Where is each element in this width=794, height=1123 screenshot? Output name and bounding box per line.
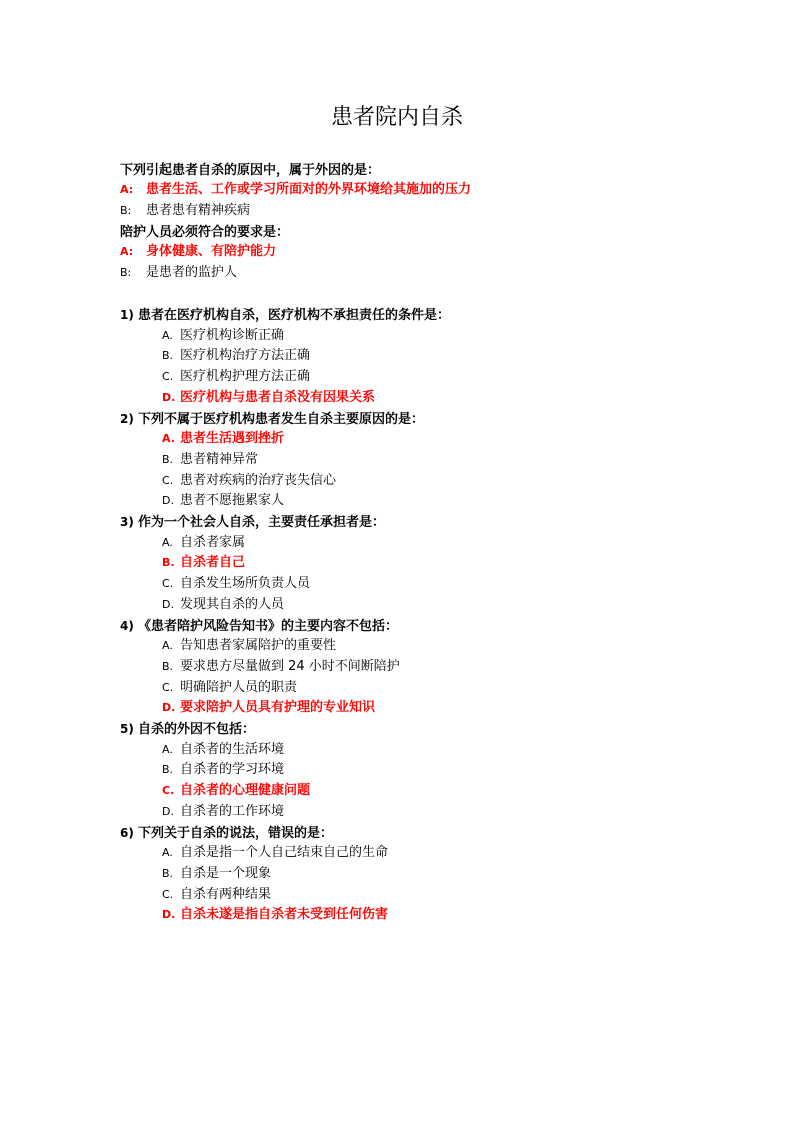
option-text: 要求陪护人员具有护理的专业知识	[180, 700, 376, 715]
option-letter: B.	[162, 349, 174, 362]
answer-option	[162, 451, 258, 469]
option-text: 自杀者的学习环境	[180, 762, 285, 777]
option-text: 自杀是一个现象	[180, 866, 272, 881]
answer-option	[162, 492, 284, 510]
option-letter: B.	[162, 453, 174, 466]
question-row	[120, 306, 450, 325]
question-text: 《患者陪护风险告知书》的主要内容不包括：	[138, 619, 399, 634]
question-row	[120, 720, 255, 739]
option-text: 患者患有精神疾病	[146, 203, 251, 218]
option-text: 自杀有两种结果	[180, 887, 272, 902]
intro-question-text: 下列引起患者自杀的原因中，属于外因的是：	[120, 163, 381, 178]
answer-option	[162, 679, 297, 697]
answer-option	[162, 844, 388, 862]
answer-option	[162, 327, 284, 345]
option-letter: D.	[162, 598, 174, 611]
option-letter: A:	[120, 245, 134, 258]
option-letter: A.	[162, 846, 173, 859]
option-letter: B:	[120, 204, 132, 217]
answer-option	[162, 658, 400, 676]
option-text: 患者不愿拖累家人	[180, 493, 285, 508]
answer-option	[162, 865, 271, 883]
intro-option	[120, 243, 276, 261]
answer-option	[162, 534, 245, 552]
option-letter: A.	[162, 329, 173, 342]
option-text: 患者生活遇到挫折	[180, 431, 285, 446]
answer-option	[162, 803, 284, 821]
option-letter: B.	[162, 763, 174, 776]
option-letter: A.	[162, 432, 175, 445]
answer-option	[162, 782, 310, 800]
option-letter: D.	[162, 908, 176, 921]
option-letter: D.	[162, 701, 176, 714]
option-letter: D.	[162, 805, 174, 818]
option-letter: C.	[162, 784, 175, 797]
answer-option	[162, 347, 310, 365]
question-number: 4)	[120, 619, 134, 633]
option-text: 是患者的监护人	[146, 265, 238, 280]
question-row	[120, 513, 385, 532]
option-text: 自杀者的工作环境	[180, 804, 285, 819]
intro-option	[120, 202, 250, 220]
option-text: 患者对疾病的治疗丧失信心	[180, 473, 337, 488]
option-text: 自杀是指一个人自己结束自己的生命	[180, 845, 389, 860]
option-text: 自杀发生场所负责人员	[180, 576, 311, 591]
answer-option	[162, 699, 375, 717]
intro-option	[120, 264, 237, 282]
answer-option	[162, 472, 336, 490]
answer-option	[162, 886, 271, 904]
question-number: 1)	[120, 308, 134, 322]
answer-option	[162, 575, 310, 593]
answer-option	[162, 430, 284, 448]
answer-option	[162, 637, 336, 655]
question-number: 5)	[120, 722, 134, 736]
answer-option	[162, 389, 375, 407]
answer-option	[162, 906, 388, 924]
option-letter: A.	[162, 743, 173, 756]
option-text: 医疗机构诊断正确	[180, 328, 285, 343]
question-text: 作为一个社会人自杀，主要责任承担者是：	[138, 515, 386, 530]
option-letter: C.	[162, 681, 174, 694]
intro-question	[120, 162, 380, 180]
option-text: 要求患方尽量做到 24 小时不间断陪护	[180, 659, 400, 674]
option-text: 身体健康、有陪护能力	[146, 244, 277, 259]
question-row	[120, 410, 424, 429]
option-text: 告知患者家属陪护的重要性	[180, 638, 337, 653]
intro-option	[120, 181, 471, 199]
answer-option	[162, 554, 245, 572]
option-letter: A.	[162, 536, 173, 549]
intro-question	[120, 224, 289, 242]
option-text: 医疗机构护理方法正确	[180, 369, 311, 384]
question-row	[120, 617, 398, 636]
question-text: 自杀的外因不包括：	[138, 722, 256, 737]
option-text: 医疗机构与患者自杀没有因果关系	[180, 390, 376, 405]
option-text: 自杀未遂是指自杀者未受到任何伤害	[180, 907, 389, 922]
option-letter: B.	[162, 660, 174, 673]
option-letter: A.	[162, 639, 173, 652]
option-letter: D.	[162, 391, 176, 404]
option-text: 医疗机构治疗方法正确	[180, 348, 311, 363]
answer-option	[162, 761, 284, 779]
option-letter: C.	[162, 888, 174, 901]
question-number: 3)	[120, 515, 134, 529]
option-letter: C.	[162, 577, 174, 590]
answer-option	[162, 741, 284, 759]
option-letter: C.	[162, 370, 174, 383]
option-text: 自杀者自己	[180, 555, 246, 570]
intro-question-text: 陪护人员必须符合的要求是：	[120, 225, 290, 240]
option-letter: B.	[162, 867, 174, 880]
option-letter: B.	[162, 556, 175, 569]
option-text: 自杀者的生活环境	[180, 742, 285, 757]
question-row	[120, 824, 333, 843]
option-letter: A:	[120, 183, 134, 196]
option-text: 自杀者的心理健康问题	[180, 783, 311, 798]
option-text: 发现其自杀的人员	[180, 597, 285, 612]
option-letter: B:	[120, 266, 132, 279]
option-letter: D.	[162, 494, 174, 507]
option-letter: C.	[162, 474, 174, 487]
answer-option	[162, 368, 310, 386]
option-text: 患者精神异常	[180, 452, 259, 467]
option-text: 患者生活、工作或学习所面对的外界环境给其施加的压力	[146, 182, 472, 197]
question-number: 6)	[120, 826, 134, 840]
page-title: 患者院内自杀	[330, 105, 463, 130]
question-text: 下列关于自杀的说法，错误的是：	[138, 826, 334, 841]
question-text: 患者在医疗机构自杀，医疗机构不承担责任的条件是：	[138, 308, 451, 323]
question-number: 2)	[120, 412, 134, 426]
option-text: 明确陪护人员的职责	[180, 680, 298, 695]
question-text: 下列不属于医疗机构患者发生自杀主要原因的是：	[138, 412, 425, 427]
option-text: 自杀者家属	[180, 535, 246, 550]
answer-option	[162, 596, 284, 614]
